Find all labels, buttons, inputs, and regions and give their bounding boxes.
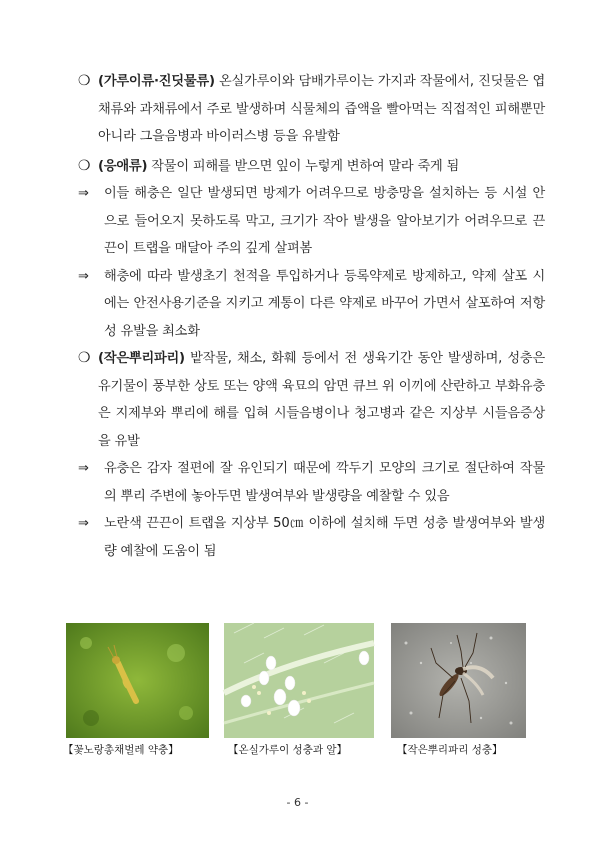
text-fungus-gnat: 밭작물, 채소, 화훼 등에서 전 생육기간 동안 발생하며, 성충은 유기물이 풍부한 상토 또는 양액 육묘의 암면 큐브 위 이끼에 산란하고 부화유충은 지제부와 뿌리에 해를 입혀 시들음병이나 청고병과 같은 지상부 시들음증상을 유발 [98,351,545,449]
paragraph-control [78,263,545,346]
whitefly-photo [224,623,374,756]
heading-whitefly-aphid: (가루이류·진딧물류) [98,74,215,89]
text-whitefly-aphid: 온실가루이와 담배가루이는 가지과 작물에서, 진딧물은 엽채류와 과채류에서 주로 발생하며 식물체의 즙액을 빨아먹는 직접적인 피해뿐만 아니라 그을음병과 바이러스병 등을 유발함 [98,74,545,144]
paragraph-fungus-gnat [78,345,545,455]
fungus-gnat-image [391,623,526,738]
paragraph-mites [78,153,545,181]
thrips-larva-photo [63,623,209,756]
heading-fungus-gnat: (작은뿌리파리) [98,351,185,366]
text-control: 해충에 따라 발생초기 천적을 투입하거나 등록약제로 방제하고, 약제 살포 시에는 안전사용기준을 지키고 계통이 다른 약제로 바꾸어 가면서 살포하여 저항성 유발을 최소화 [104,268,545,339]
arrow-bullet-icon: ⇒ [78,461,89,476]
fungus-gnat-photo [391,623,526,756]
circle-bullet-icon: ❍ [78,350,91,366]
page-number: - 6 - [286,796,309,809]
circle-bullet-icon: ❍ [78,157,91,174]
arrow-bullet-icon: ⇒ [78,516,89,531]
photo-row [63,623,526,763]
paragraph-sticky-trap [78,510,545,565]
text-prevention: 이들 해충은 일단 발생되면 방제가 어려우므로 방충망을 설치하는 등 시설 안으로 들어오지 못하도록 막고, 크기가 작아 발생을 알아보기가 어려우므로 끈끈이 트랩을 매달아 주의 깊게 살펴봄 [104,186,545,256]
paragraph-potato-bait [78,455,545,510]
whitefly-image [224,623,374,738]
text-mites: 작물이 피해를 받으면 잎이 누렇게 변하여 말라 죽게 됨 [147,158,460,174]
circle-bullet-icon: ❍ [78,73,91,89]
arrow-bullet-icon: ⇒ [78,268,89,284]
caption-whitefly: 【온실가루이 성충과 알】 [228,744,347,756]
paragraph-prevention [78,180,545,263]
text-sticky-trap: 노란색 끈끈이 트랩을 지상부 50㎝ 이하에 설치해 두면 성충 발생여부와 발생량 예찰에 도움이 됨 [104,516,545,559]
paragraph-whitefly-aphid [78,68,545,151]
text-potato-bait: 유충은 감자 절편에 잘 유인되기 때문에 깍두기 모양의 크기로 절단하여 작물의 뿌리 주변에 놓아두면 발생여부와 발생량을 예찰할 수 있음 [104,461,545,504]
thrips-larva-image [66,623,209,738]
document-body [60,68,545,565]
caption-thrips: 【꽃노랑총채벌레 약충】 [63,744,179,756]
arrow-bullet-icon: ⇒ [78,186,89,201]
caption-fungus-gnat: 【작은뿌리파리 성충】 [397,744,503,756]
heading-mites: (응애류) [98,158,148,174]
